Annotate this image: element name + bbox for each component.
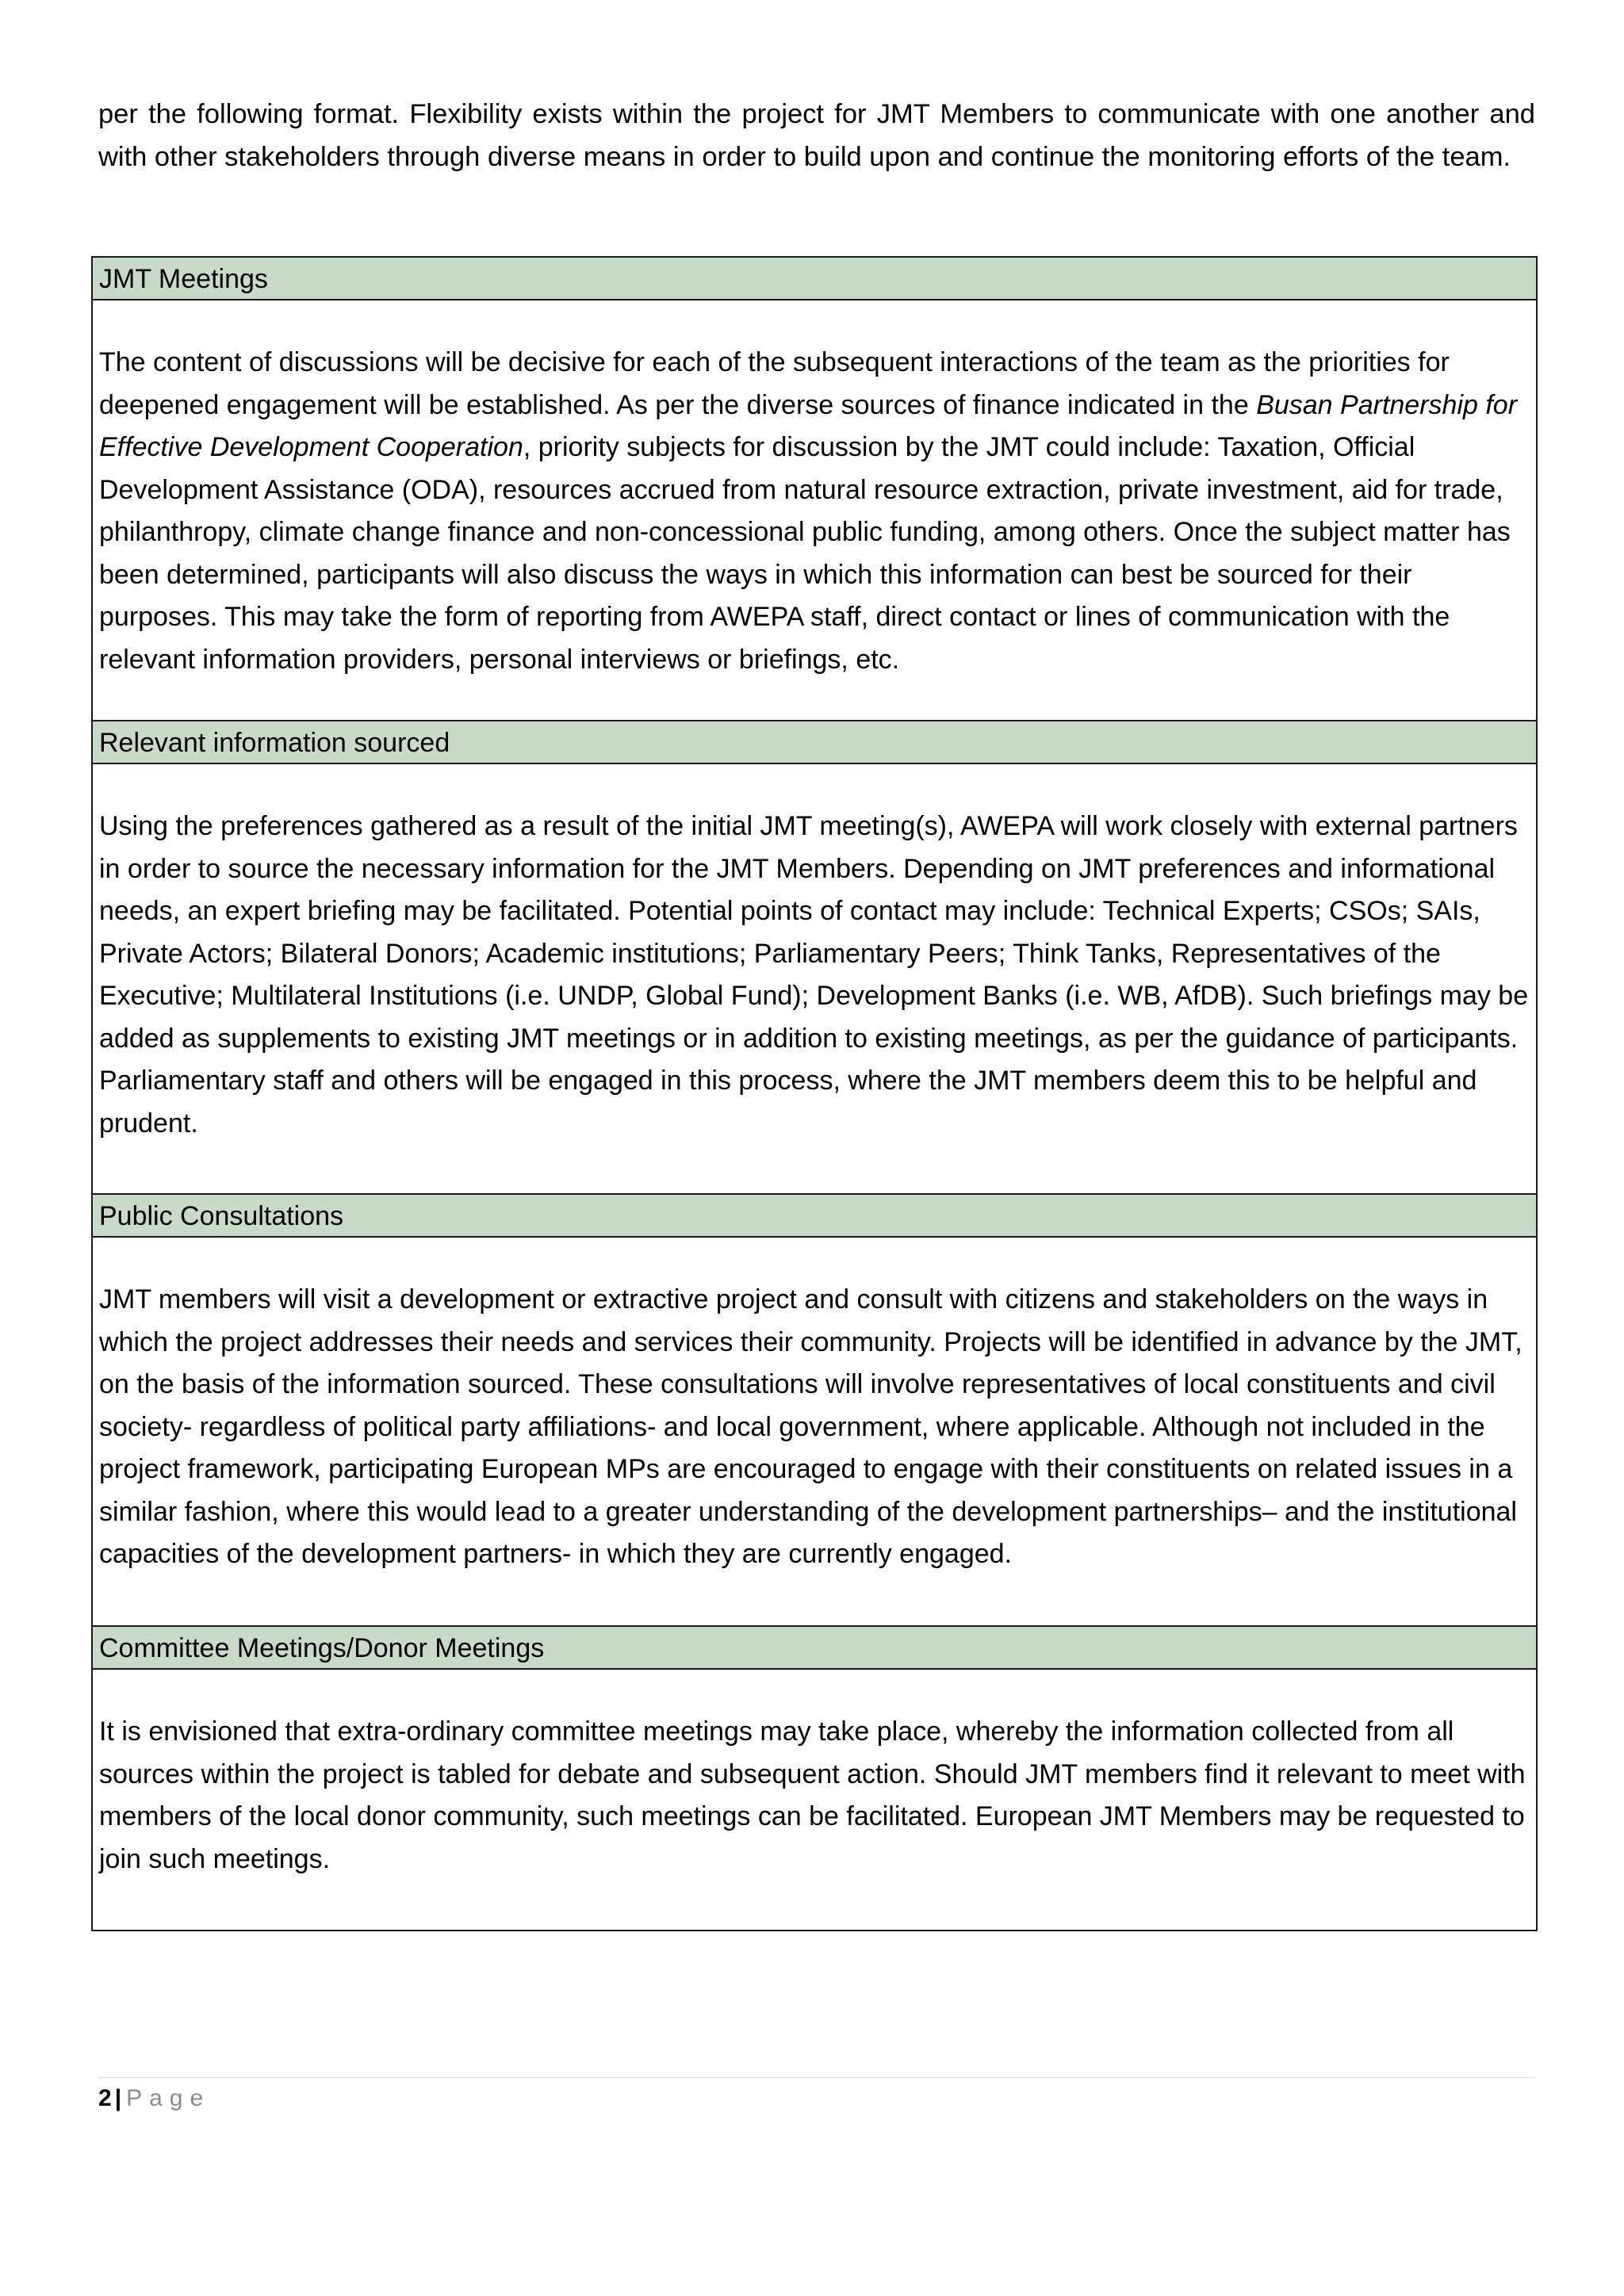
footer-divider [98,2077,1535,2078]
body-text: The content of discussions will be decisive for each of the subsequent interactions of the team as the priorities for deepened engagement will be established. As per the diverse sources of finance indicated in the [99,347,1450,420]
section-paragraph: JMT members will visit a development or extractive project and consult with citizens and stakeholders on the ways in which the project addresses their needs and services their community. Projects will be identified in advance by the JMT, on the basis of the information sourced. These consultations will involve representatives of local constituents and civil society- regardless of political party affiliations- and local government, where applicable. Although not included in the project framework, participating European MPs are encouraged to engage with their constituents on related issues in a similar fashion, where this would lead to a greater understanding of the development partnerships– and the institutional capacities of the development partners- in which they are currently engaged. [99,1284,1522,1569]
section-body [93,300,1536,681]
body-text: , priority subjects for discussion by the JMT could include: Taxation, Official Development Assistance (ODA), resources accrued from natural resource extraction, private investment, aid for trade, philanthropy, climate change finance and non-concessional public funding, among others. Once the subject matter has been determined, participants will also discuss the ways in which this information can best be sourced for their purposes. This may take the form of reporting from AWEPA staff, direct contact or lines of communication with the relevant information providers, personal interviews or briefings, etc. [99,432,1511,675]
section-heading: JMT Meetings [93,258,1536,300]
section-jmt-meetings [91,256,1538,723]
section-heading: Relevant information sourced [93,721,1536,764]
footer-separator: | [114,2085,122,2111]
section-public-consultations [91,1193,1538,1628]
section-body [93,1670,1536,1881]
page-footer [98,2083,210,2114]
section-heading: Public Consultations [93,1195,1536,1238]
section-body [93,1238,1536,1576]
page-number: 2 [98,2085,112,2111]
section-paragraph: It is envisioned that extra-ordinary committee meetings may take place, whereby the information collected from all sources within the project is tabled for debate and subsequent action. Should JMT members find it relevant to meet with members of the local donor community, such meetings can be facilitated. European JMT Members may be requested to join such meetings. [99,1716,1526,1874]
intro-paragraph: per the following format. Flexibility exists within the project for JMT Members to communicate with one another and with other stakeholders through diverse means in order to build upon and continue the monitoring efforts of the team. [98,99,1535,172]
section-paragraph [99,342,1533,681]
body-italic-text: Busan Partnership for Effective Development Cooperation [99,389,1518,462]
section-relevant-information [91,720,1538,1196]
section-body [93,764,1536,1145]
section-heading: Committee Meetings/Donor Meetings [93,1627,1536,1670]
section-paragraph: Using the preferences gathered as a result of the initial JMT meeting(s), AWEPA will work closely with external partners in order to source the necessary information for the JMT Members. Depending on JMT preferences and informational needs, an expert briefing may be facilitated. Potential points of contact may include: Technical Experts; CSOs; SAIs, Private Actors; Bilateral Donors; Academic institutions; Parliamentary Peers; Think Tanks, Representatives of the Executive; Multilateral Institutions (i.e. UNDP, Global Fund); Development Banks (i.e. WB, AfDB). Such briefings may be added as supplements to existing JMT meetings or in addition to existing meetings, as per the guidance of participants. Parliamentary staff and others will be engaged in this process, where the JMT members deem this to be helpful and prudent. [99,811,1529,1138]
page-label: Page [126,2085,211,2111]
section-committee-donor-meetings [91,1625,1538,1931]
